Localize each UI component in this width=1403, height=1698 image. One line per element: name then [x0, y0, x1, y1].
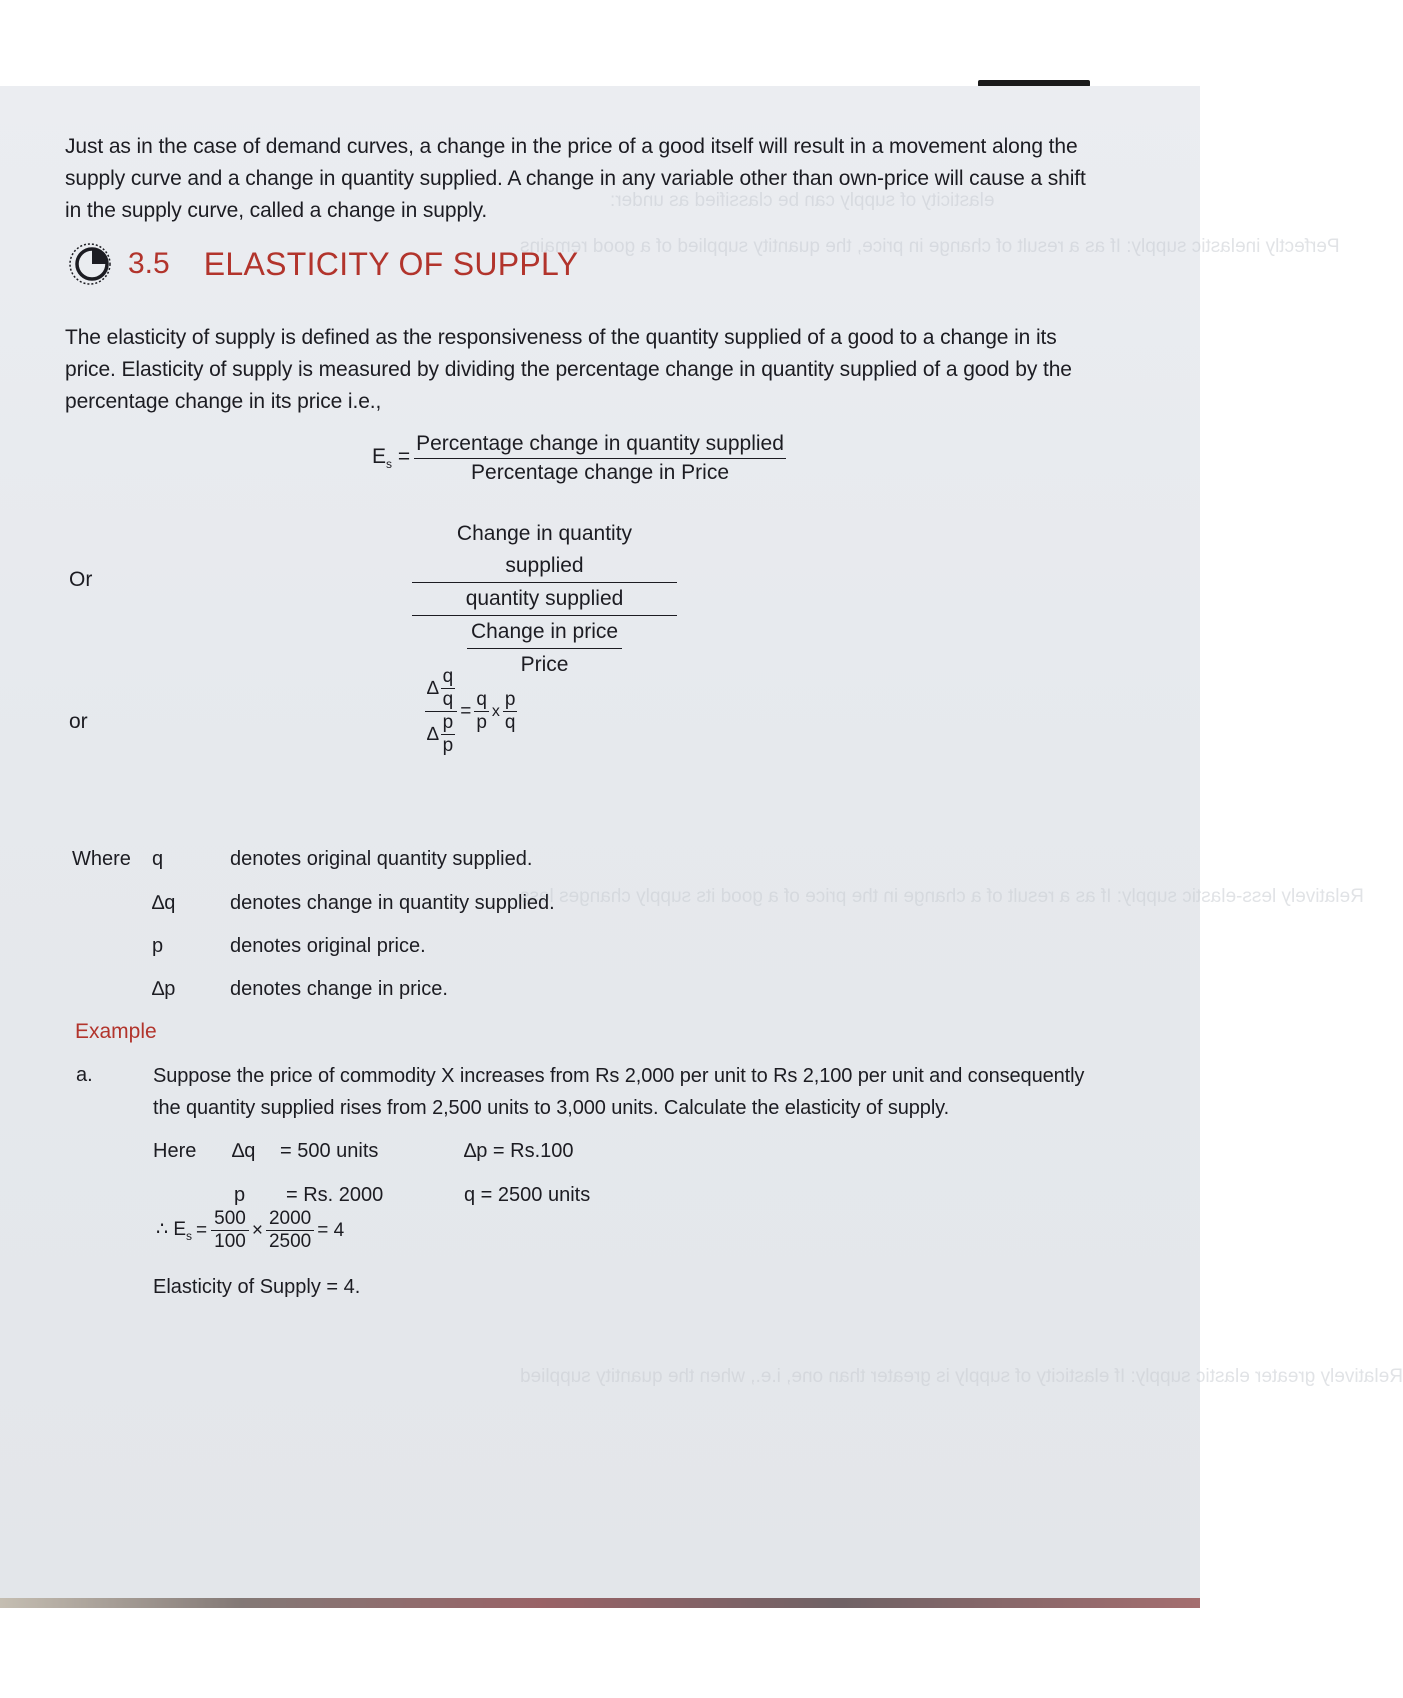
section-heading	[68, 242, 578, 286]
section-title: ELASTICITY OF SUPPLY	[203, 245, 579, 282]
example-heading: Example	[75, 1020, 157, 1043]
fraction	[414, 432, 786, 485]
es-symbol: E	[372, 445, 387, 469]
show-through-text: Relatively less-elastic supply: If as a result of a change in the price of a good its supply changes less	[520, 886, 1364, 907]
p-symbol: p	[234, 1184, 246, 1206]
delta-p-value: ∆p = Rs.100	[464, 1140, 574, 1162]
page-bottom-edge	[0, 1598, 1200, 1608]
show-through-text: Perfectly inelastic supply: If as a result of change in price, the quantity supplied of a good remains	[520, 236, 1340, 257]
p-symbol: p	[504, 689, 516, 710]
definition-paragraph: The elasticity of supply is defined as the responsiveness of the quantity supplied of a good to a change in its price. Elasticity of supply is measured by dividing the percentage change in quantity supplied of a good by the percentage change in its price i.e.,	[65, 326, 1072, 413]
p-symbol: p	[442, 735, 454, 756]
compound-fraction-formula	[412, 518, 677, 681]
or-label: or	[69, 710, 88, 733]
section-number: 3.5	[128, 247, 170, 280]
sub-denominator: Price	[520, 653, 569, 676]
result-value: = 4	[317, 1219, 345, 1241]
elasticity-calculation	[156, 1208, 344, 1253]
symbol-description: denotes change in quantity supplied.	[230, 892, 555, 914]
es-therefore	[156, 1218, 192, 1243]
example-label: a.	[76, 1064, 93, 1086]
delta-fraction	[425, 666, 457, 757]
symbol: ∆p	[152, 978, 176, 1000]
or-label: Or	[69, 568, 93, 591]
q-symbol: q	[442, 666, 454, 687]
delta-symbol: ∆	[427, 723, 439, 745]
definition-row	[72, 848, 533, 871]
delta-symbol: ∆	[427, 677, 439, 699]
es-subscript: s	[186, 1228, 193, 1243]
formula-lhs	[372, 445, 410, 471]
q-symbol: q	[442, 689, 454, 710]
times-sign: ×	[251, 1219, 263, 1241]
delta-q-symbol: ∆q	[232, 1140, 256, 1162]
p-value: = Rs. 2000	[286, 1184, 384, 1206]
delta-q-value: = 500 units	[280, 1140, 379, 1162]
symbol: q	[152, 848, 164, 870]
symbol-description: denotes change in price.	[230, 978, 448, 1000]
p-symbol: p	[442, 712, 454, 733]
here-label: Here	[153, 1140, 197, 1162]
fraction-denominator: 100	[214, 1231, 246, 1252]
q-value: q = 2500 units	[464, 1184, 591, 1206]
q-symbol: q	[476, 689, 487, 710]
equals-sign: =	[397, 445, 411, 469]
q-over-p	[474, 689, 489, 734]
elasticity-formula	[372, 432, 786, 485]
es-subscript: s	[386, 457, 393, 472]
show-through-text: elasticity of supply can be classified as under:	[610, 190, 995, 211]
example-text: Suppose the price of commodity X increases from Rs 2,000 per unit to Rs 2,100 per unit and consequently the quantity supplied rises from 2,500 units to 3,000 units. Calculate the elasticity of supply.	[153, 1065, 1085, 1119]
symbol: ∆q	[152, 892, 176, 914]
equals-sign: =	[196, 1219, 208, 1241]
where-label: Where	[72, 848, 131, 870]
sub-numerator: Change in price	[467, 616, 622, 649]
formula-numerator: Percentage change in quantity supplied	[414, 432, 786, 459]
times-sign: x	[491, 702, 500, 720]
symbol-description: denotes original price.	[230, 935, 426, 957]
fraction-denominator: 2500	[268, 1231, 312, 1252]
pie-clock-icon	[68, 242, 112, 286]
p-symbol: p	[476, 712, 487, 733]
sub-numerator: Change in quantity supplied	[412, 518, 677, 583]
delta-q-over-q	[425, 666, 457, 712]
q-symbol: q	[504, 712, 516, 733]
show-through-text: Relatively greater elastic supply: If elasticity of supply is greater than one, i.e., when the quantity supplied	[520, 1366, 1403, 1387]
delta-p-over-p	[425, 712, 457, 757]
es-prefix: ∴ E	[156, 1219, 187, 1241]
equals-sign: =	[460, 700, 472, 722]
sub-denominator: quantity supplied	[465, 587, 624, 610]
symbol: p	[152, 935, 164, 957]
formula-denominator: Percentage change in Price	[471, 461, 730, 484]
document-page	[0, 86, 1403, 1608]
conclusion: Elasticity of Supply = 4.	[153, 1276, 361, 1298]
fraction-numerator: 500	[211, 1208, 249, 1231]
sub-fraction	[412, 518, 677, 615]
symbol-description: denotes original quantity supplied.	[230, 848, 533, 870]
p-over-q	[503, 689, 518, 734]
upper-part	[412, 518, 677, 616]
intro-paragraph: Just as in the case of demand curves, a change in the price of a good itself will result in a movement along the supply curve and a change in quantity supplied. A change in any variable other than own-price will cause a shift in the supply curve, called a change in supply.	[65, 135, 1086, 222]
fraction	[266, 1208, 314, 1253]
delta-formula	[425, 666, 517, 757]
fraction	[211, 1208, 249, 1253]
fraction-numerator: 2000	[266, 1208, 314, 1231]
